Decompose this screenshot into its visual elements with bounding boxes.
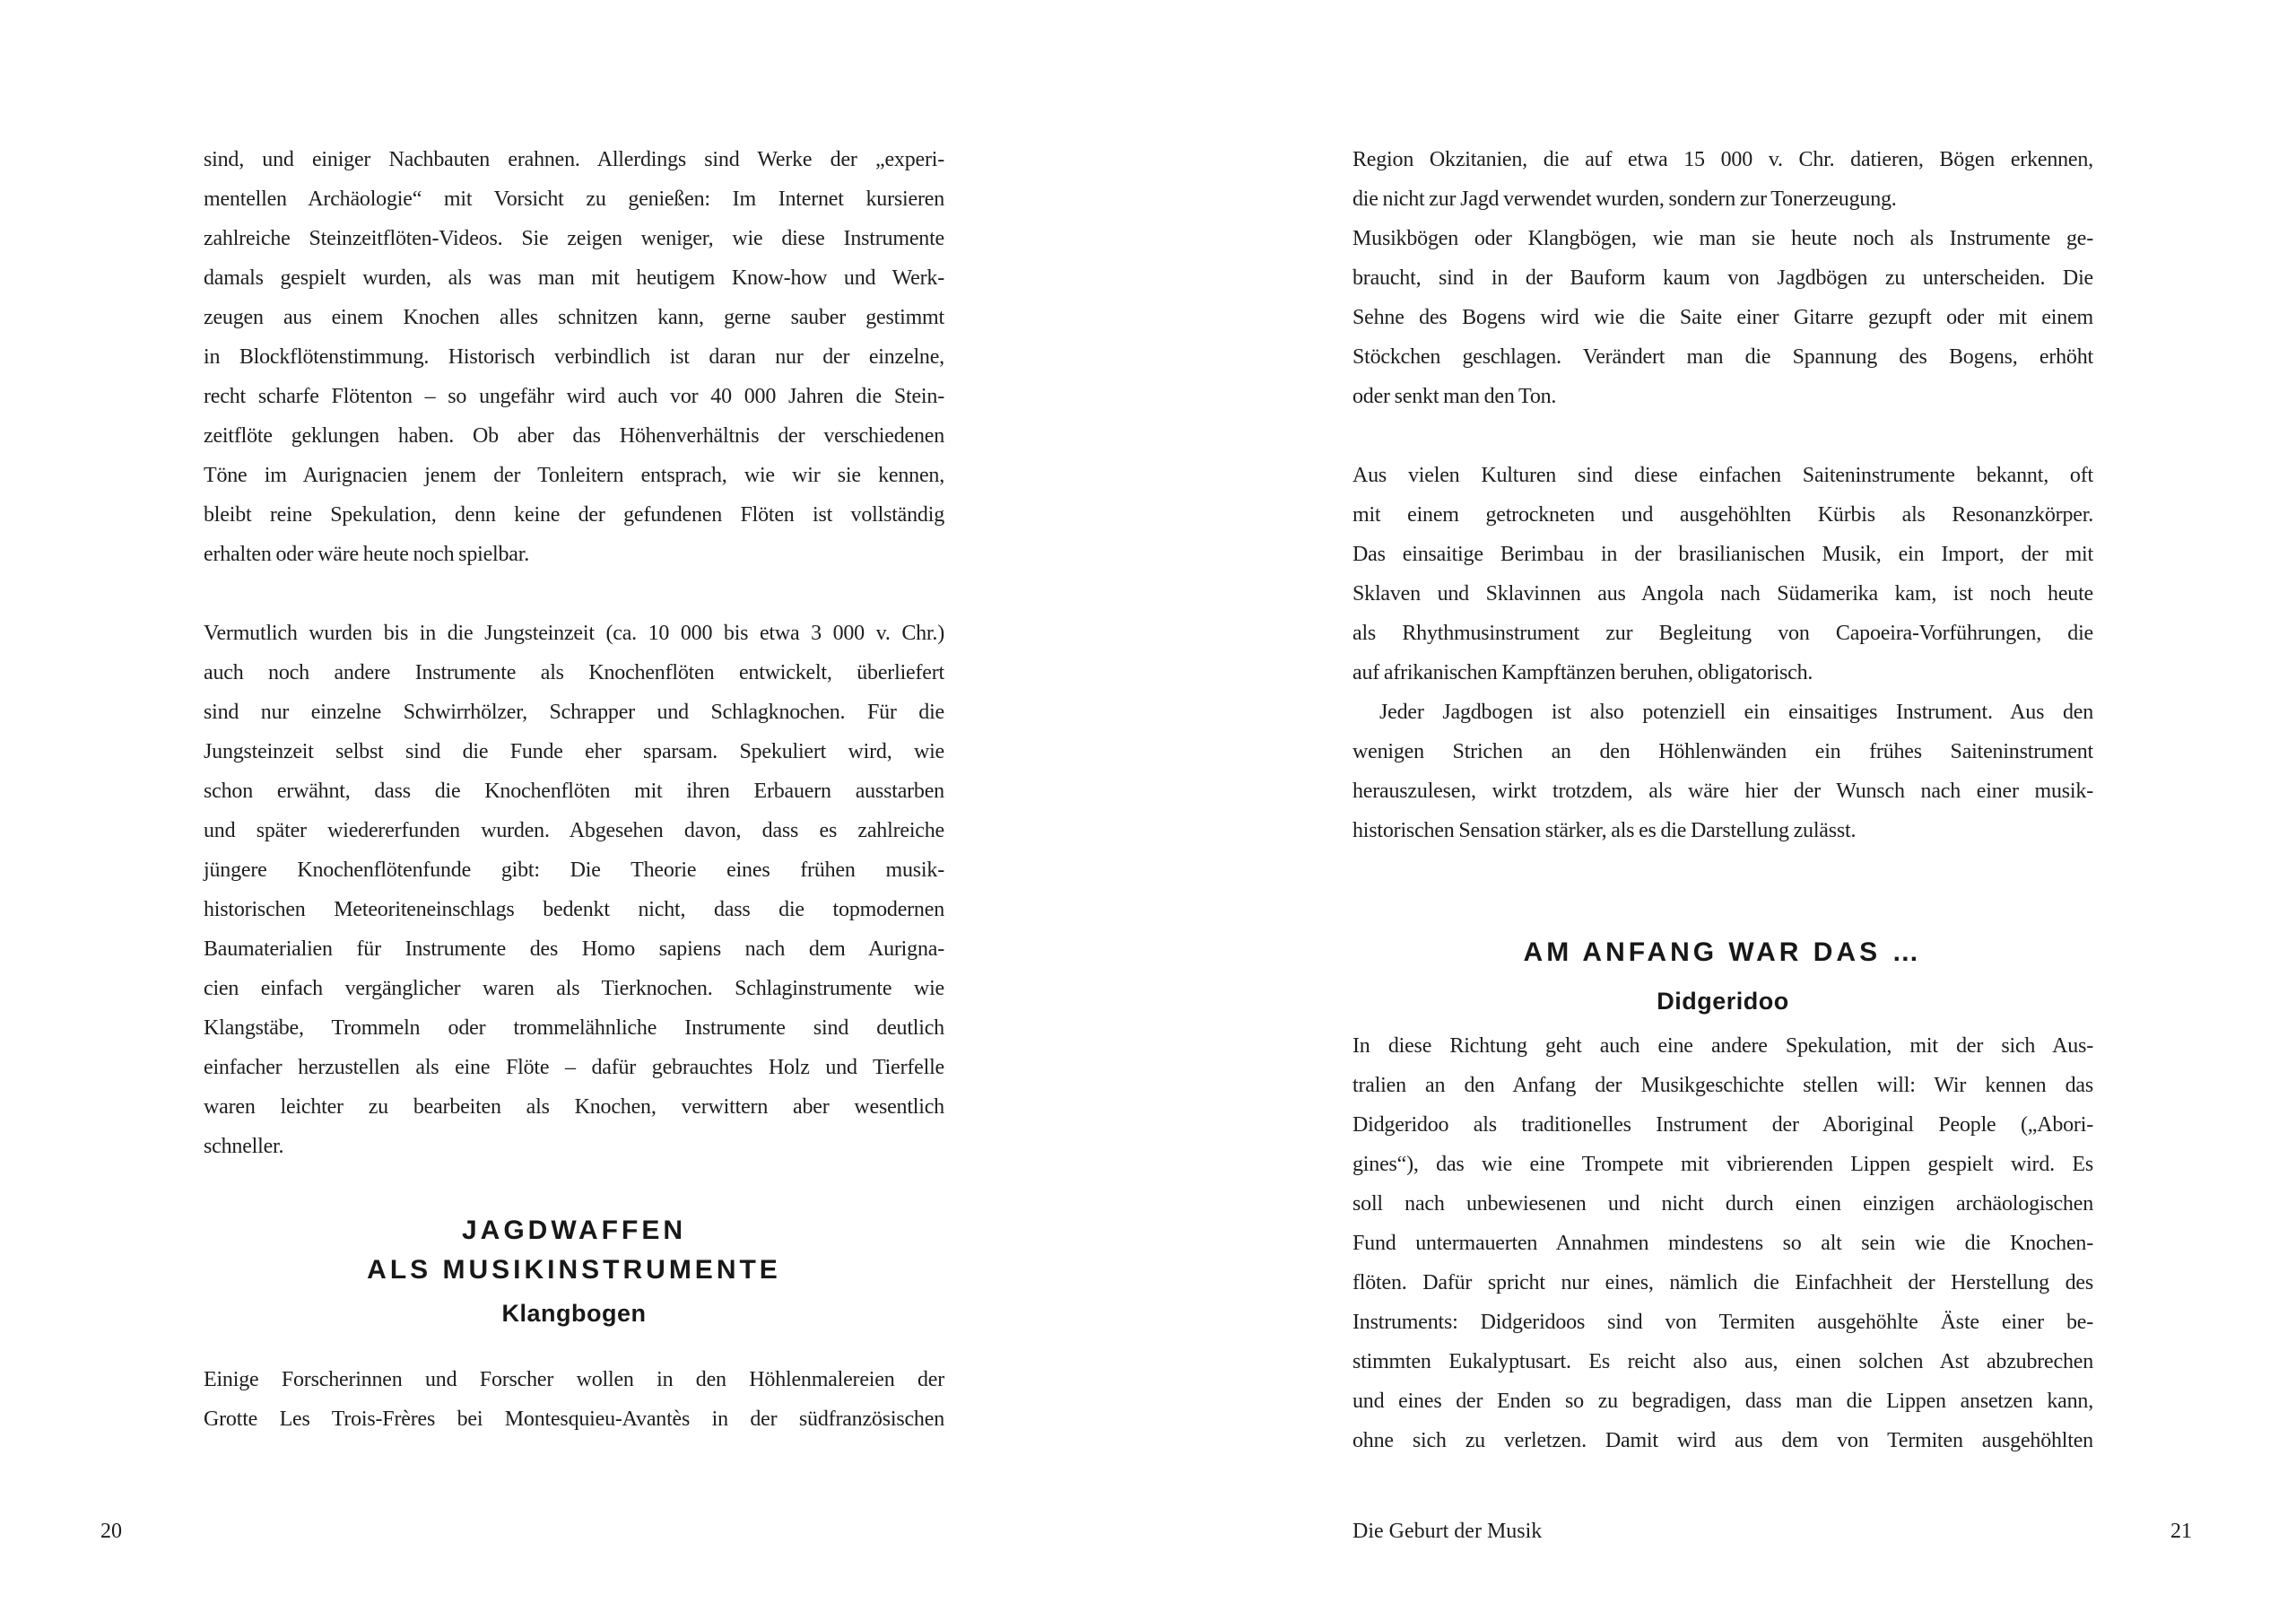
text-line: Region Okzitanien, die auf etwa 15 000 v. Chr. datieren, Bögen erkennen,	[1352, 148, 2093, 171]
paragraph	[204, 1360, 944, 1439]
section-heading-line: JAGDWAFFEN	[462, 1216, 686, 1245]
text-line: Instruments: Didgeridoos sind von Termiten ausgehöhlte Äste einer be-	[1352, 1311, 2093, 1334]
text-line: herauszulesen, wirkt trotzdem, als wäre hier der Wunsch nach einer musik-	[1352, 780, 2093, 803]
text-line: Töne im Aurignacien jenem der Tonleitern entsprach, wie wir sie kennen,	[204, 464, 944, 487]
page-right	[1148, 0, 2296, 1621]
text-line: jüngere Knochenflötenfunde gibt: Die Theorie eines frühen musik-	[204, 858, 944, 882]
text-line: recht scharfe Flötenton – so ungefähr wird auch vor 40 000 Jahren die Stein-	[204, 385, 944, 408]
text-line: Stöckchen geschlagen. Verändert man die Spannung des Bogens, erhöht	[1352, 345, 2093, 369]
text-line: schon erwähnt, dass die Knochenflöten mit ihren Erbauern ausstarben	[204, 780, 944, 803]
text-line: als Rhythmusinstrument zur Begleitung von Capoeira-Vorführungen, die	[1352, 622, 2093, 645]
text-line: Baumaterialien für Instrumente des Homo sapiens nach dem Aurigna-	[204, 937, 944, 961]
text-line: erhalten oder wäre heute noch spielbar.	[204, 543, 530, 566]
text-line: Vermutlich wurden bis in die Jungsteinzeit (ca. 10 000 bis etwa 3 000 v. Chr.)	[204, 622, 944, 645]
text-line: die nicht zur Jagd verwendet wurden, sondern zur Tonerzeugung.	[1352, 187, 1897, 211]
text-line: mit einem getrockneten und ausgehöhlten Kürbis als Resonanzkörper.	[1352, 503, 2093, 527]
text-line: flöten. Dafür spricht nur eines, nämlich die Einfachheit der Herstellung des	[1352, 1271, 2093, 1294]
text-line: damals gespielt wurden, als was man mit heutigem Know-how und Werk-	[204, 266, 944, 290]
text-line: und eines der Enden so zu begradigen, dass man die Lippen ansetzen kann,	[1352, 1390, 2093, 1413]
text-line: Musikbögen oder Klangbögen, wie man sie heute noch als Instrumente ge-	[1352, 227, 2093, 250]
paragraph	[204, 140, 944, 574]
text-line: Sehne des Bogens wird wie die Saite einer Gitarre gezupft oder mit einem	[1352, 306, 2093, 329]
text-line: cien einfach vergänglicher waren als Tierknochen. Schlaginstrumente wie	[204, 977, 944, 1000]
text-line: oder senkt man den Ton.	[1352, 385, 1557, 408]
page-number: 20	[100, 1520, 122, 1543]
paragraph	[1352, 1026, 2093, 1460]
section-subheading-klangbogen: Klangbogen	[501, 1300, 647, 1327]
text-line: Jungsteinzeit selbst sind die Funde eher sparsam. Spekuliert wird, wie	[204, 740, 944, 763]
text-line: sind, und einiger Nachbauten erahnen. Allerdings sind Werke der „experi-	[204, 148, 944, 171]
text-line: mentellen Archäologie“ mit Vorsicht zu genießen: Im Internet kursieren	[204, 187, 944, 211]
paragraph	[1352, 456, 2093, 850]
text-line: Didgeridoo als traditionelles Instrument der Aboriginal People („Abori-	[1352, 1113, 2093, 1137]
text-line: und später wiedererfunden wurden. Abgesehen davon, dass es zahlreiche	[204, 819, 944, 842]
text-line: gines“), das wie eine Trompete mit vibrierenden Lippen gespielt wird. Es	[1352, 1153, 2093, 1176]
text-line: soll nach unbewiesenen und nicht durch einen einzigen archäologischen	[1352, 1192, 2093, 1216]
text-line: braucht, sind in der Bauform kaum von Jagdbögen zu unterscheiden. Die	[1352, 266, 2093, 290]
section-heading-line: AM ANFANG WAR DAS …	[1523, 937, 1923, 967]
text-line: in Blockflötenstimmung. Historisch verbindlich ist daran nur der einzelne,	[204, 345, 944, 369]
text-line: Grotte Les Trois-Frères bei Montesquieu-Avantès in der südfranzösischen	[204, 1407, 944, 1431]
text-line: historischen Meteoriteneinschlags bedenkt nicht, dass die topmodernen	[204, 898, 944, 921]
text-line: auch noch andere Instrumente als Knochenflöten entwickelt, überliefert	[204, 661, 944, 684]
paragraph	[1352, 140, 2093, 416]
section-heading-jagdwaffen	[204, 1211, 944, 1290]
text-line: historischen Sensation stärker, als es die Darstellung zulässt.	[1352, 819, 1857, 842]
text-line: zeitflöte geklungen haben. Ob aber das Höhenverhältnis der verschiedenen	[204, 424, 944, 448]
text-line: auf afrikanischen Kampftänzen beruhen, obligatorisch.	[1352, 661, 1813, 684]
text-line: schneller.	[204, 1135, 284, 1158]
text-line: einfacher herzustellen als eine Flöte – dafür gebrauchtes Holz und Tierfelle	[204, 1056, 944, 1079]
text-line: ohne sich zu verletzen. Damit wird aus dem von Termiten ausgehöhlten	[1352, 1429, 2093, 1452]
text-line: Einige Forscherinnen und Forscher wollen in den Höhlenmalereien der	[204, 1368, 944, 1391]
text-line: waren leichter zu bearbeiten als Knochen, verwittern aber wesentlich	[204, 1095, 944, 1119]
text-line: stimmten Eukalyptusart. Es reicht also aus, einen solchen Ast abzubrechen	[1352, 1350, 2093, 1373]
paragraph	[204, 614, 944, 1166]
text-line: Jeder Jagdbogen ist also potenziell ein einsaitiges Instrument. Aus den	[1379, 701, 2093, 724]
text-line: Aus vielen Kulturen sind diese einfachen Saiteninstrumente bekannt, oft	[1352, 464, 2093, 487]
text-line: tralien an den Anfang der Musikgeschichte stellen will: Wir kennen das	[1352, 1074, 2093, 1097]
text-line: sind nur einzelne Schwirrhölzer, Schrapper und Schlagknochen. Für die	[204, 701, 944, 724]
text-line: In diese Richtung geht auch eine andere Spekulation, mit der sich Aus-	[1352, 1034, 2093, 1058]
text-line: zahlreiche Steinzeitflöten-Videos. Sie zeigen weniger, wie diese Instrumente	[204, 227, 944, 250]
text-line: Sklaven und Sklavinnen aus Angola nach Südamerika kam, ist noch heute	[1352, 582, 2093, 606]
page-number: 21	[2170, 1520, 2192, 1543]
section-heading-line: ALS MUSIKINSTRUMENTE	[367, 1255, 781, 1285]
text-line: bleibt reine Spekulation, denn keine der gefundenen Flöten ist vollständig	[204, 503, 944, 527]
text-line: wenigen Strichen an den Höhlenwänden ein frühes Saiteninstrument	[1352, 740, 2093, 763]
section-subheading-didgeridoo: Didgeridoo	[1657, 988, 1789, 1015]
text-line: Fund untermauerten Annahmen mindestens so alt sein wie die Knochen-	[1352, 1232, 2093, 1255]
section-heading-am-anfang	[1352, 933, 2093, 972]
text-line: Klangstäbe, Trommeln oder trommelähnliche Instrumente sind deutlich	[204, 1016, 944, 1040]
text-line: zeugen aus einem Knochen alles schnitzen kann, gerne sauber gestimmt	[204, 306, 944, 329]
running-footer: Die Geburt der Musik	[1352, 1520, 1543, 1543]
text-line: Das einsaitige Berimbau in der brasilianischen Musik, ein Import, der mit	[1352, 543, 2093, 566]
